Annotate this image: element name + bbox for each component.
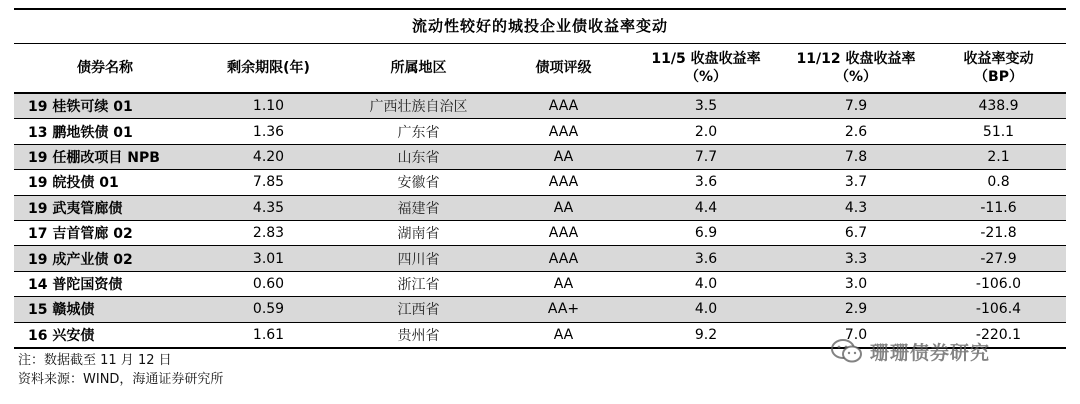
cell-term: 1.10: [196, 93, 341, 119]
cell-change: 2.1: [931, 144, 1066, 169]
cell-term: 4.35: [196, 195, 341, 220]
cell-rating: AAA: [496, 220, 631, 245]
cell-name: 17 吉首管廊 02: [14, 220, 196, 245]
cell-yield-1105: 4.0: [631, 271, 781, 296]
cell-rating: AA: [496, 271, 631, 296]
cell-name: 19 成产业债 02: [14, 246, 196, 271]
cell-name: 19 皖投债 01: [14, 170, 196, 195]
table-row: [14, 119, 1066, 144]
cell-region: 贵州省: [341, 322, 496, 348]
cell-change: -11.6: [931, 195, 1066, 220]
table-row: [14, 93, 1066, 119]
cell-change: 0.8: [931, 170, 1066, 195]
cell-term: 1.61: [196, 322, 341, 348]
table-row: [14, 271, 1066, 296]
table-row: [14, 144, 1066, 169]
cell-rating: AA: [496, 195, 631, 220]
cell-yield-1105: 3.6: [631, 170, 781, 195]
header-region: 所属地区: [341, 44, 496, 93]
cell-yield-1112: 6.7: [781, 220, 931, 245]
cell-change: -106.4: [931, 297, 1066, 322]
cell-change: -27.9: [931, 246, 1066, 271]
cell-yield-1105: 4.0: [631, 297, 781, 322]
header-rating: 债项评级: [496, 44, 631, 93]
cell-yield-1112: 7.9: [781, 93, 931, 119]
cell-region: 福建省: [341, 195, 496, 220]
cell-region: 四川省: [341, 246, 496, 271]
watermark: [830, 336, 990, 366]
cell-rating: AAA: [496, 119, 631, 144]
cell-term: 1.36: [196, 119, 341, 144]
header-yield-1112-line1: 11/12 收盘收益率: [796, 51, 916, 67]
cell-name: 19 桂铁可续 01: [14, 93, 196, 119]
cell-change: -106.0: [931, 271, 1066, 296]
data-note: 注：数据截至 11 月 12 日: [18, 352, 172, 368]
cell-yield-1112: 2.6: [781, 119, 931, 144]
cell-yield-1105: 2.0: [631, 119, 781, 144]
header-yield-1105-line2: （%）: [684, 69, 728, 85]
cell-yield-1105: 4.4: [631, 195, 781, 220]
table-row: [14, 246, 1066, 271]
cell-yield-1105: 3.5: [631, 93, 781, 119]
header-yield-1112-line2: （%）: [834, 69, 878, 85]
cell-region: 山东省: [341, 144, 496, 169]
cell-term: 0.60: [196, 271, 341, 296]
cell-region: 广西壮族自治区: [341, 93, 496, 119]
header-term: 剩余期限(年): [196, 44, 341, 93]
table-row: [14, 170, 1066, 195]
cell-term: 3.01: [196, 246, 341, 271]
cell-rating: AAA: [496, 246, 631, 271]
watermark-text: 珊珊债券研究: [870, 341, 991, 364]
cell-name: 16 兴安债: [14, 322, 196, 348]
cell-name: 19 武夷管廊债: [14, 195, 196, 220]
cell-change: -21.8: [931, 220, 1066, 245]
cell-yield-1105: 9.2: [631, 322, 781, 348]
cell-name: 13 鹏地铁债 01: [14, 119, 196, 144]
header-yield-1105-line1: 11/5 收盘收益率: [651, 51, 761, 67]
cell-region: 安徽省: [341, 170, 496, 195]
cell-name: 19 任棚改项目 NPB: [14, 144, 196, 169]
cell-yield-1112: 4.3: [781, 195, 931, 220]
cell-yield-1112: 7.0: [781, 322, 931, 348]
wechat-icon: [830, 338, 864, 364]
cell-yield-1112: 3.0: [781, 271, 931, 296]
table-row: [14, 220, 1066, 245]
cell-yield-1112: 3.3: [781, 246, 931, 271]
cell-yield-1112: 7.8: [781, 144, 931, 169]
cell-region: 湖南省: [341, 220, 496, 245]
cell-name: 14 普陀国资债: [14, 271, 196, 296]
cell-yield-1105: 3.6: [631, 246, 781, 271]
header-row: [14, 44, 1066, 93]
cell-rating: AA: [496, 322, 631, 348]
cell-term: 0.59: [196, 297, 341, 322]
bond-yield-table: [14, 44, 1066, 349]
cell-term: 2.83: [196, 220, 341, 245]
table-row: [14, 195, 1066, 220]
cell-yield-1112: 2.9: [781, 297, 931, 322]
cell-region: 江西省: [341, 297, 496, 322]
header-change-line2: （BP）: [974, 69, 1023, 85]
table-row: [14, 297, 1066, 322]
header-name: 债券名称: [14, 44, 196, 93]
cell-change: -220.1: [931, 322, 1066, 348]
table-container: [14, 8, 1066, 389]
cell-region: 广东省: [341, 119, 496, 144]
cell-region: 浙江省: [341, 271, 496, 296]
cell-change: 51.1: [931, 119, 1066, 144]
cell-name: 15 赣城债: [14, 297, 196, 322]
cell-rating: AA+: [496, 297, 631, 322]
cell-rating: AAA: [496, 170, 631, 195]
cell-term: 4.20: [196, 144, 341, 169]
cell-yield-1105: 6.9: [631, 220, 781, 245]
cell-term: 7.85: [196, 170, 341, 195]
header-change-line1: 收益率变动: [963, 51, 1034, 67]
data-source: 资料来源：WIND，海通证券研究所: [18, 371, 224, 387]
cell-rating: AA: [496, 144, 631, 169]
cell-yield-1105: 7.7: [631, 144, 781, 169]
cell-rating: AAA: [496, 93, 631, 119]
cell-change: 438.9: [931, 93, 1066, 119]
cell-yield-1112: 3.7: [781, 170, 931, 195]
header-yield-1112: [781, 44, 931, 93]
table-title: 流动性较好的城投企业债收益率变动: [14, 8, 1066, 44]
header-yield-1105: [631, 44, 781, 93]
header-change: [931, 44, 1066, 93]
